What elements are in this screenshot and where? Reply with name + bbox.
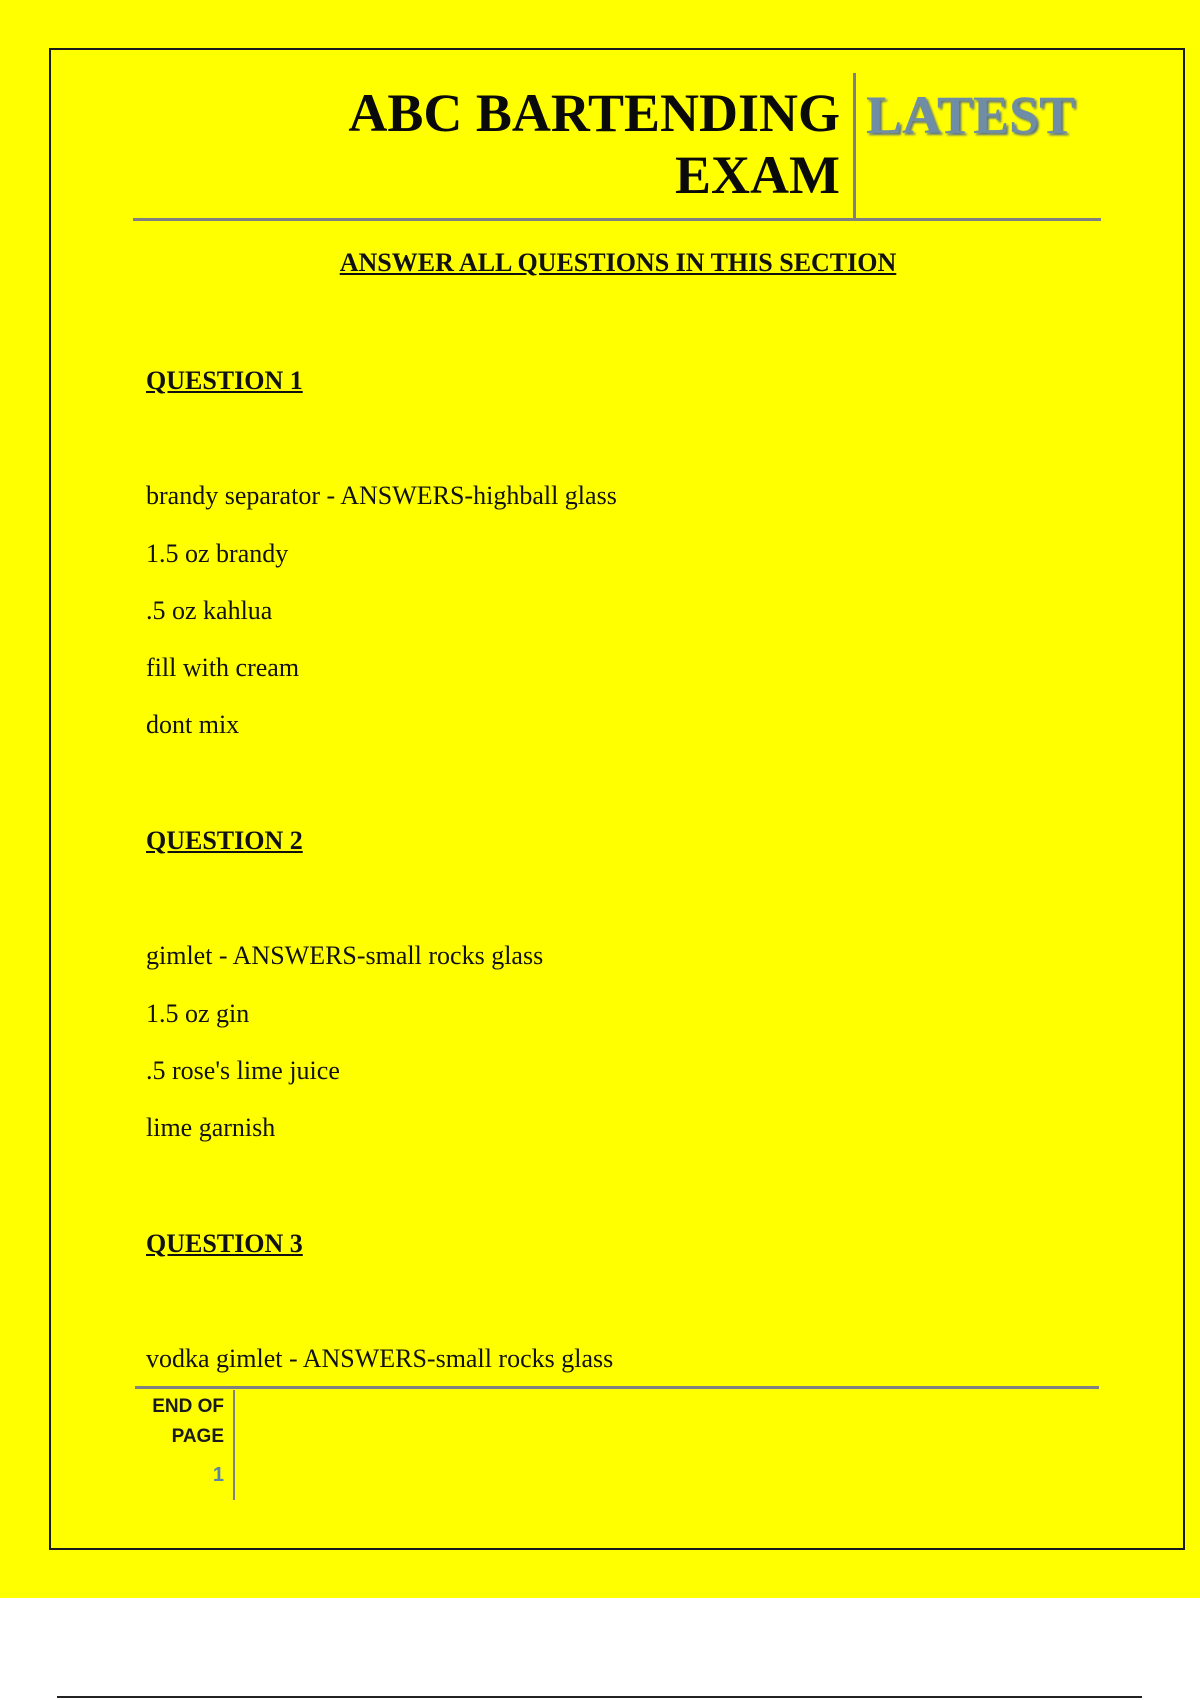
- question-2-line: 1.5 oz gin: [146, 999, 250, 1028]
- section-instruction: ANSWER ALL QUESTIONS IN THIS SECTION: [339, 248, 897, 277]
- question-1-line: brandy separator - ANSWERS-highball glass: [146, 481, 617, 510]
- exam-title-line2: EXAM: [675, 145, 840, 205]
- question-3-heading: QUESTION 3: [146, 1229, 303, 1258]
- question-1-line: fill with cream: [146, 653, 300, 682]
- footer-page-label: PAGE: [171, 1426, 224, 1447]
- question-1-line: dont mix: [146, 710, 240, 739]
- question-2-line: .5 rose's lime juice: [146, 1056, 340, 1085]
- exam-title-line1: ABC BARTENDING: [348, 83, 840, 143]
- header-rule: [133, 218, 1101, 221]
- page-number: 1: [212, 1464, 224, 1486]
- question-2-heading: QUESTION 2: [146, 826, 303, 855]
- footer-end-of: END OF: [152, 1396, 224, 1417]
- question-2-line: gimlet - ANSWERS-small rocks glass: [146, 941, 544, 970]
- question-1-heading: QUESTION 1: [146, 366, 303, 395]
- exam-title: [240, 82, 840, 206]
- header-divider: [853, 73, 856, 219]
- footer-rule: [135, 1386, 1099, 1389]
- question-2-line: lime garnish: [146, 1113, 276, 1142]
- footer-divider: [233, 1390, 235, 1500]
- question-1-line: 1.5 oz brandy: [146, 539, 289, 568]
- question-3-line: vodka gimlet - ANSWERS-small rocks glass: [146, 1344, 614, 1373]
- latest-tag: LATEST: [866, 85, 1076, 145]
- question-1-line: .5 oz kahlua: [146, 596, 273, 625]
- bottom-rule: [57, 1696, 1142, 1698]
